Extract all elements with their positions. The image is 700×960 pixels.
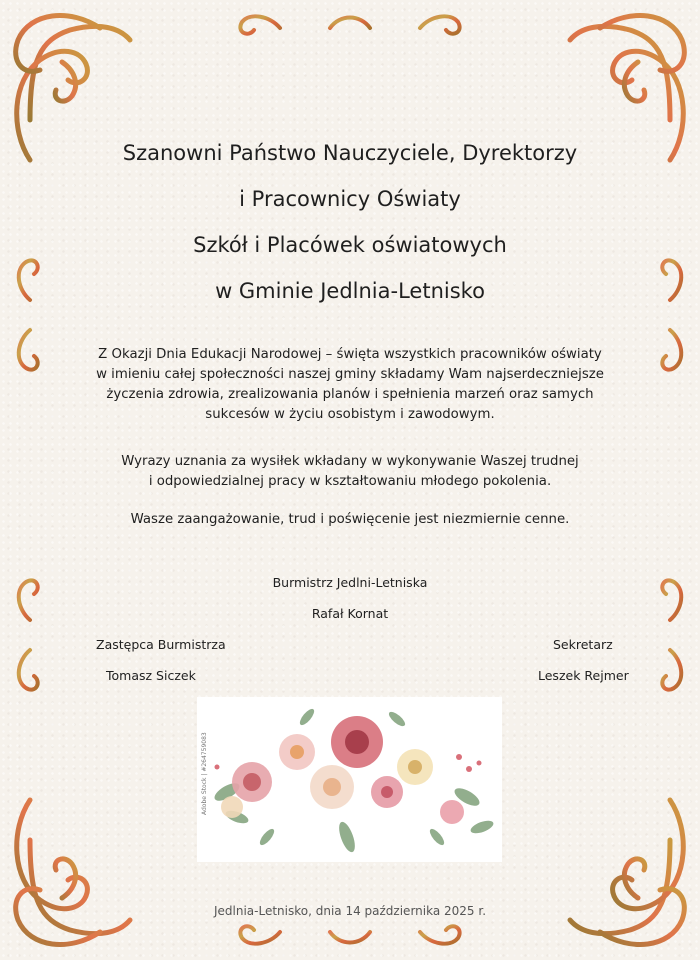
paragraph-1-line: w imieniu całej społeczności naszej gminy składamy Wam najserdeczniejsze (96, 367, 604, 382)
stock-watermark: Adobe Stock | #264759083 (201, 732, 208, 815)
secretary-name: Leszek Rejmer (538, 668, 629, 683)
date-place-footer: Jedlnia-Letnisko, dnia 14 października 2025 r. (213, 904, 487, 918)
greeting-heading (0, 130, 700, 314)
heading-line-3: Szkół i Placówek oświatowych (193, 233, 507, 257)
greeting-paragraph-1 (70, 345, 630, 425)
watercolor-flowers-illustration (197, 697, 502, 862)
heading-line-4: w Gminie Jedlnia-Letnisko (215, 279, 485, 303)
greeting-paragraph-3 (70, 510, 630, 530)
flower-bouquet-image (197, 697, 502, 862)
paragraph-1-line: sukcesów w życiu osobistym i zawodowym. (205, 407, 495, 422)
mayor-title: Burmistrz Jedlni-Letniska (272, 575, 428, 590)
paragraph-1-line: życzenia zdrowia, zrealizowania planów i spełnienia marzeń oraz samych (106, 387, 594, 402)
paragraph-2-line: i odpowiedzialnej pracy w kształtowaniu młodego pokolenia. (148, 474, 552, 489)
mayor-name: Rafał Kornat (311, 606, 389, 621)
secretary-title: Sekretarz (553, 637, 613, 652)
deputy-title: Zastępca Burmistrza (96, 637, 226, 652)
heading-line-2: i Pracownicy Oświaty (239, 187, 461, 211)
paragraph-2-line: Wyrazy uznania za wysiłek wkładany w wykonywanie Waszej trudnej (121, 454, 579, 469)
heading-line-1: Szanowni Państwo Nauczyciele, Dyrektorzy (122, 141, 578, 165)
paragraph-3-line: Wasze zaangażowanie, trud i poświęcenie jest niezmiernie cenne. (130, 512, 570, 527)
deputy-name: Tomasz Siczek (106, 668, 196, 683)
paragraph-1-line: Z Okazji Dnia Edukacji Narodowej – święta wszystkich pracowników oświaty (98, 347, 602, 362)
greeting-paragraph-2 (70, 452, 630, 492)
